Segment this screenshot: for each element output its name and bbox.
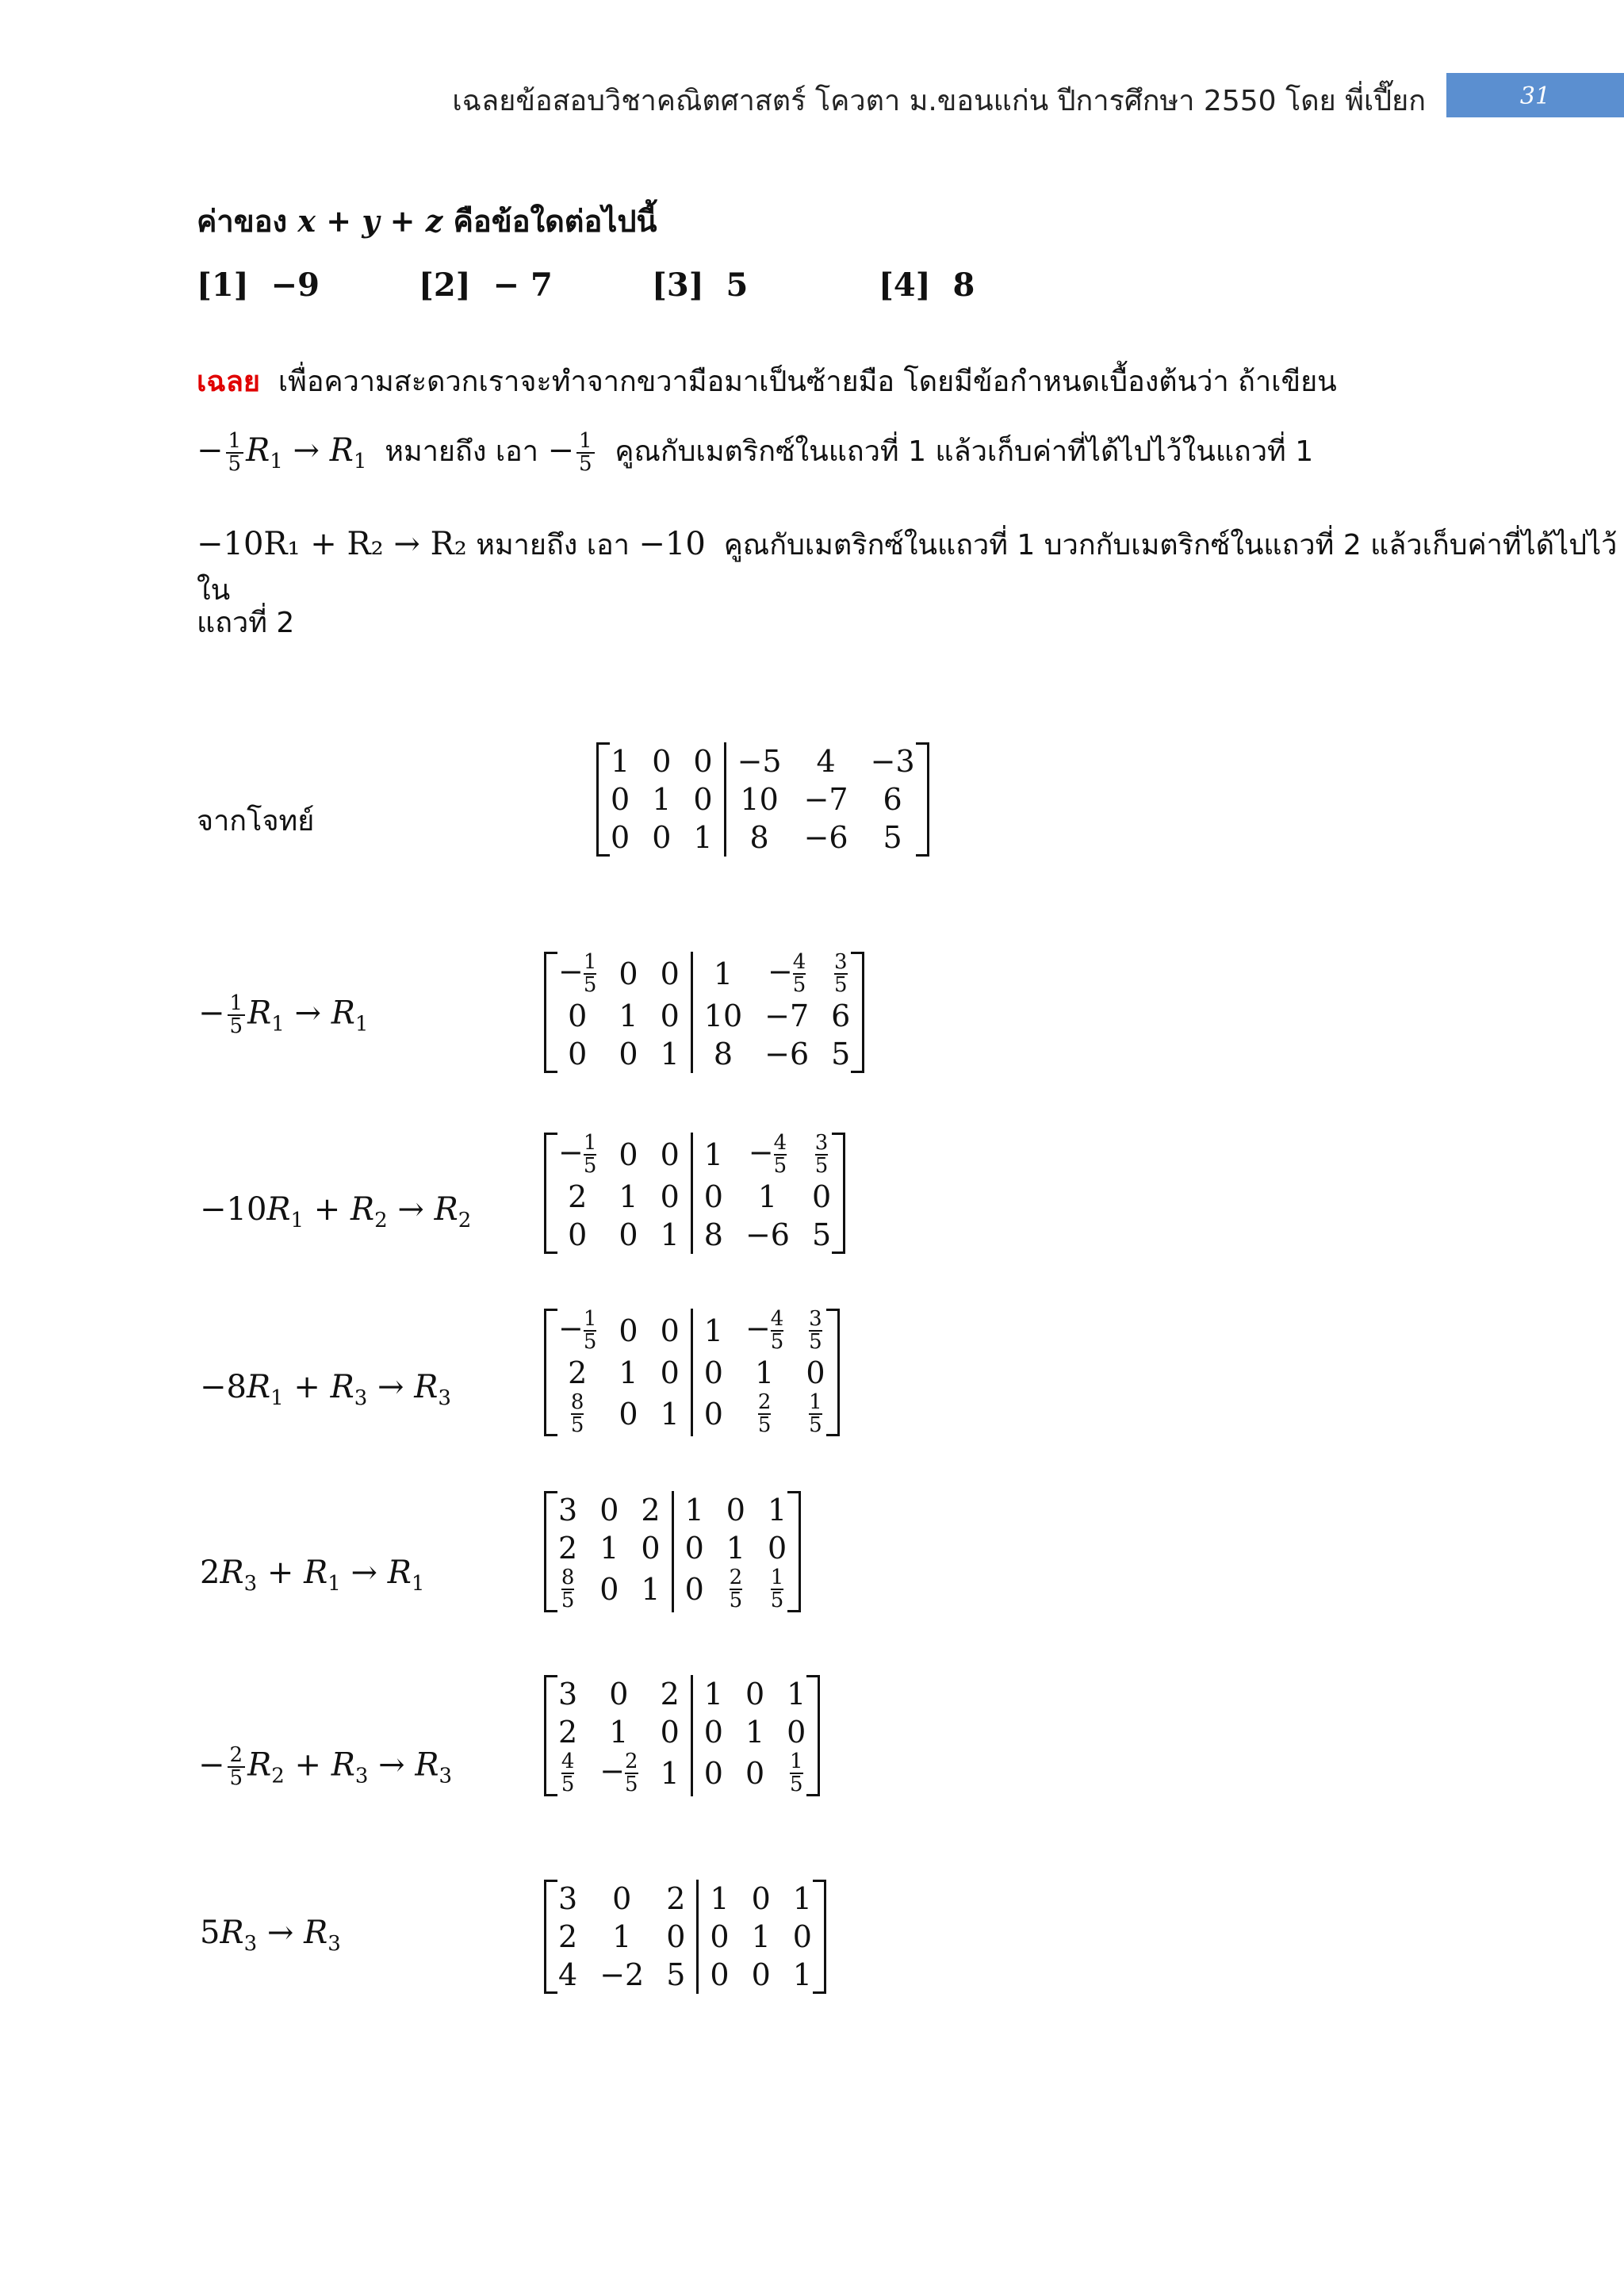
matrix-cell: 0 bbox=[619, 1036, 638, 1071]
matrix-cell: 1 bbox=[698, 1880, 741, 1918]
matrix-cell: 3 bbox=[558, 1881, 578, 1916]
matrix-cell: 1 bbox=[611, 744, 630, 779]
matrix-cell: 0 bbox=[660, 956, 680, 992]
matrix-cell: $\frac{1}{5}$ bbox=[789, 1750, 803, 1797]
matrix-cell: 0 bbox=[652, 744, 672, 779]
matrix-cell: 2 bbox=[641, 1493, 661, 1527]
matrix-cell: 4 bbox=[558, 1957, 578, 1992]
matrix-cell: 2 bbox=[558, 1715, 578, 1750]
matrix-cell: 1 bbox=[755, 1355, 775, 1390]
matrix-cell: 0 bbox=[691, 1392, 734, 1437]
matrix-cell: 0 bbox=[619, 956, 638, 992]
step-op-6: $5R_3 \to R_3$ bbox=[200, 1915, 341, 1956]
matrix-cell: 0 bbox=[751, 1881, 771, 1916]
question bbox=[197, 197, 657, 245]
matrix-cell: 0 bbox=[666, 1919, 686, 1954]
matrix-cell: $\frac{3}{5}$ bbox=[814, 1131, 829, 1179]
matrix-cell: 1 bbox=[660, 1036, 680, 1071]
matrix-cell: −5 bbox=[725, 742, 793, 780]
matrix-cell: 0 bbox=[660, 998, 680, 1033]
matrix-cell: 8 bbox=[725, 818, 793, 857]
matrix-cell: 1 bbox=[619, 1355, 638, 1390]
page-number: 31 bbox=[1519, 82, 1551, 110]
matrix-cell: 2 bbox=[660, 1677, 680, 1711]
matrix-step-4 bbox=[547, 1491, 798, 1612]
question-prefix: ค่าของ bbox=[197, 204, 288, 239]
matrix-cell: 1 bbox=[619, 998, 638, 1033]
matrix-cell: 0 bbox=[792, 1919, 812, 1954]
matrix-cell: 0 bbox=[672, 1529, 715, 1567]
matrix-cell: 0 bbox=[619, 1313, 638, 1349]
matrix-cell: 0 bbox=[660, 1179, 680, 1214]
step-op-5: − $\frac{2}{5}$ $R_2 + R_3 \to R_3$ bbox=[198, 1743, 452, 1791]
matrix-cell: 0 bbox=[611, 820, 630, 855]
matrix-cell: − $\frac{1}{5}$ bbox=[558, 1131, 597, 1179]
matrix-cell: 1 bbox=[767, 1493, 787, 1527]
matrix-cell: 0 bbox=[691, 1178, 734, 1216]
matrix-cell: −6 bbox=[764, 1036, 810, 1071]
matrix-cell: 1 bbox=[660, 1217, 680, 1252]
matrix-cell: 1 bbox=[672, 1491, 715, 1529]
matrix-cell: $\frac{1}{5}$ bbox=[809, 1389, 822, 1437]
matrix-cell: 0 bbox=[568, 998, 588, 1033]
matrix-cell: 0 bbox=[767, 1531, 787, 1566]
matrix-cell: 5 bbox=[666, 1957, 686, 1992]
matrix-cell: 1 bbox=[609, 1715, 629, 1750]
matrix-cell: $\frac{4}{5}$ bbox=[561, 1750, 575, 1797]
matrix-cell: 1 bbox=[693, 820, 713, 855]
matrix-cell: $\frac{3}{5}$ bbox=[833, 950, 848, 998]
matrix-cell: − $\frac{4}{5}$ bbox=[745, 1307, 784, 1355]
matrix-cell: −2 bbox=[599, 1957, 645, 1992]
matrix-cell: 5 bbox=[883, 820, 902, 855]
matrix-cell: $\frac{1}{5}$ bbox=[770, 1566, 784, 1613]
matrix-cell: 2 bbox=[558, 1919, 578, 1954]
matrix-cell: 0 bbox=[691, 1354, 734, 1392]
matrix-cell: 5 bbox=[831, 1036, 851, 1071]
matrix-cell: 1 bbox=[641, 1572, 661, 1608]
matrix-cell: 1 bbox=[726, 1531, 745, 1566]
matrix-cell: −7 bbox=[803, 782, 848, 817]
matrix-cell: 0 bbox=[612, 1881, 632, 1916]
matrix-cell: 0 bbox=[599, 1493, 619, 1527]
matrix-cell: 0 bbox=[691, 1751, 734, 1796]
matrix-cell: 1 bbox=[619, 1179, 638, 1214]
step-op-3: $-8R_1 + R_3 \to R_3$ bbox=[200, 1369, 451, 1410]
matrix-cell: 1 bbox=[612, 1919, 632, 1954]
matrix-cell: $\frac{3}{5}$ bbox=[809, 1307, 822, 1355]
matrix-cell: 0 bbox=[811, 1179, 832, 1214]
matrix-cell: $\frac{8}{5}$ bbox=[570, 1389, 584, 1437]
choice-1: [1] −9 bbox=[197, 266, 320, 304]
matrix-cell: $\frac{2}{5}$ bbox=[729, 1566, 743, 1613]
matrix-cell: 0 bbox=[619, 1137, 638, 1173]
matrix-cell: 0 bbox=[693, 782, 713, 817]
matrix-cell: −3 bbox=[870, 744, 915, 779]
matrix-cell: − $\frac{1}{5}$ bbox=[558, 950, 597, 998]
matrix-cell: 2 bbox=[568, 1355, 588, 1390]
matrix-cell: 0 bbox=[672, 1567, 715, 1612]
matrix-cell: 0 bbox=[745, 1677, 765, 1711]
matrix-cell: 1 bbox=[691, 1675, 734, 1713]
matrix-cell: 0 bbox=[660, 1313, 680, 1349]
step-op-1: − $\frac{1}{5}$ $R_1 \to R_1$ bbox=[198, 991, 369, 1039]
choice-3: [3] 5 bbox=[652, 266, 749, 304]
matrix-cell: 0 bbox=[745, 1756, 765, 1792]
step-op-4: $2R_3 + R_1 \to R_1$ bbox=[200, 1554, 425, 1596]
answer-intro: เฉลย เพื่อความสะดวกเราจะทำจากขวามือมาเป็นซ้ายมือ โดยมีข้อกำหนดเบื้องต้นว่า ถ้าเขียน bbox=[197, 366, 1337, 398]
matrix-step-6 bbox=[547, 1880, 823, 1994]
choice-4: [4] 8 bbox=[879, 266, 975, 304]
matrix-cell: 1 bbox=[792, 1957, 812, 1992]
matrix-cell: 3 bbox=[558, 1493, 578, 1527]
choice-2: [2] − 7 bbox=[419, 266, 553, 304]
matrix-cell: 0 bbox=[599, 1572, 619, 1608]
matrix-cell: 0 bbox=[698, 1918, 741, 1956]
matrix-cell: 5 bbox=[811, 1217, 832, 1252]
matrix-cell: 1 bbox=[599, 1531, 619, 1566]
matrix-cell: 0 bbox=[619, 1217, 638, 1252]
matrix-cell: 0 bbox=[726, 1493, 745, 1527]
matrix-cell: 0 bbox=[693, 744, 713, 779]
matrix-step-3 bbox=[547, 1309, 837, 1436]
matrix-cell: − $\frac{4}{5}$ bbox=[767, 950, 806, 998]
line1-op: − $\frac{1}{5}$ $R_1 \to R_1$ bbox=[197, 428, 367, 476]
matrix-cell: 6 bbox=[883, 782, 902, 817]
matrix-cell: 1 bbox=[691, 1133, 734, 1178]
matrix-step-1 bbox=[547, 952, 861, 1073]
matrix-cell: − $\frac{4}{5}$ bbox=[748, 1131, 787, 1179]
matrix-cell: 8 bbox=[691, 1216, 734, 1254]
matrix-cell: 4 bbox=[816, 744, 836, 779]
matrix-cell: 1 bbox=[792, 1881, 812, 1916]
matrix-cell: 1 bbox=[787, 1677, 806, 1711]
matrix-cell: − $\frac{1}{5}$ bbox=[558, 1307, 597, 1355]
question-expr: x + y + z bbox=[297, 203, 443, 239]
matrix-step-5 bbox=[547, 1675, 817, 1796]
matrix-cell: 2 bbox=[666, 1881, 686, 1916]
from-problem-label: จากโจทย์ bbox=[197, 805, 315, 838]
matrix-cell: 0 bbox=[611, 782, 630, 817]
matrix-cell: 0 bbox=[568, 1036, 588, 1071]
answer-line1: − $\frac{1}{5}$ $R_1 \to R_1$ หมายถึง เอา − $\frac{1}{5}$ คูณกับเมตริกซ์ในแถวที่ 1 แล้วเก็บค่าที่ได้ไปไว้ในแถวที่ 1 bbox=[197, 428, 1314, 476]
matrix-cell: −6 bbox=[803, 820, 848, 855]
matrix-cell: 6 bbox=[831, 998, 851, 1033]
header-title: เฉลยข้อสอบวิชาคณิตศาสตร์ โควตา ม.ขอนแก่น ปีการศึกษา 2550 โดย พี่เปี๊ยก bbox=[452, 85, 1426, 117]
matrix-cell: 10 bbox=[725, 780, 793, 818]
matrix-cell: −6 bbox=[745, 1217, 790, 1252]
matrix-cell: − $\frac{2}{5}$ bbox=[599, 1750, 638, 1797]
matrix-cell: 0 bbox=[652, 820, 672, 855]
matrix-cell: 1 bbox=[745, 1715, 765, 1750]
matrix-cell: 1 bbox=[751, 1919, 771, 1954]
matrix-cell: 0 bbox=[660, 1355, 680, 1390]
matrix-cell: 0 bbox=[609, 1677, 629, 1711]
answer-label: เฉลย bbox=[197, 366, 260, 398]
matrix-cell: 2 bbox=[558, 1531, 578, 1566]
matrix-original bbox=[599, 742, 926, 857]
matrix-cell: 2 bbox=[568, 1179, 588, 1214]
answer-line3: แถวที่ 2 bbox=[197, 607, 295, 639]
matrix-cell: 3 bbox=[558, 1677, 578, 1711]
answer-line2: −10R₁ + R₂ → R₂ หมายถึง เอา −10 คูณกับเมตริกซ์ในแถวที่ 1 บวกกับเมตริกซ์ในแถวที่ 2 แล้วเก็บค่าที่ได้ไปไว้ใน bbox=[197, 526, 1618, 607]
matrix-step-2 bbox=[547, 1133, 842, 1254]
matrix-cell: 1 bbox=[691, 1309, 734, 1354]
matrix-cell: 1 bbox=[660, 1396, 680, 1432]
matrix-cell: $\frac{2}{5}$ bbox=[757, 1389, 772, 1437]
matrix-cell: 0 bbox=[787, 1715, 806, 1750]
matrix-cell: −7 bbox=[764, 998, 810, 1033]
matrix-cell: 0 bbox=[568, 1217, 588, 1252]
matrix-cell: 0 bbox=[660, 1715, 680, 1750]
step-op-2: $-10R_1 + R_2 \to R_2$ bbox=[200, 1191, 472, 1232]
matrix-cell: 1 bbox=[691, 952, 753, 997]
matrix-cell: 0 bbox=[619, 1396, 638, 1432]
matrix-cell: 10 bbox=[691, 997, 753, 1035]
question-suffix: คือข้อใดต่อไปนี้ bbox=[453, 204, 657, 239]
matrix-cell: 0 bbox=[751, 1957, 771, 1992]
matrix-cell: 0 bbox=[806, 1355, 825, 1390]
matrix-cell: 1 bbox=[757, 1179, 778, 1214]
matrix-cell: 1 bbox=[660, 1756, 680, 1792]
matrix-cell: 0 bbox=[691, 1713, 734, 1751]
matrix-cell: 0 bbox=[641, 1531, 661, 1566]
matrix-cell: 1 bbox=[652, 782, 672, 817]
matrix-cell: 0 bbox=[660, 1137, 680, 1173]
matrix-cell: $\frac{8}{5}$ bbox=[561, 1566, 575, 1613]
matrix-cell: 8 bbox=[691, 1035, 753, 1073]
matrix-cell: 0 bbox=[698, 1956, 741, 1994]
